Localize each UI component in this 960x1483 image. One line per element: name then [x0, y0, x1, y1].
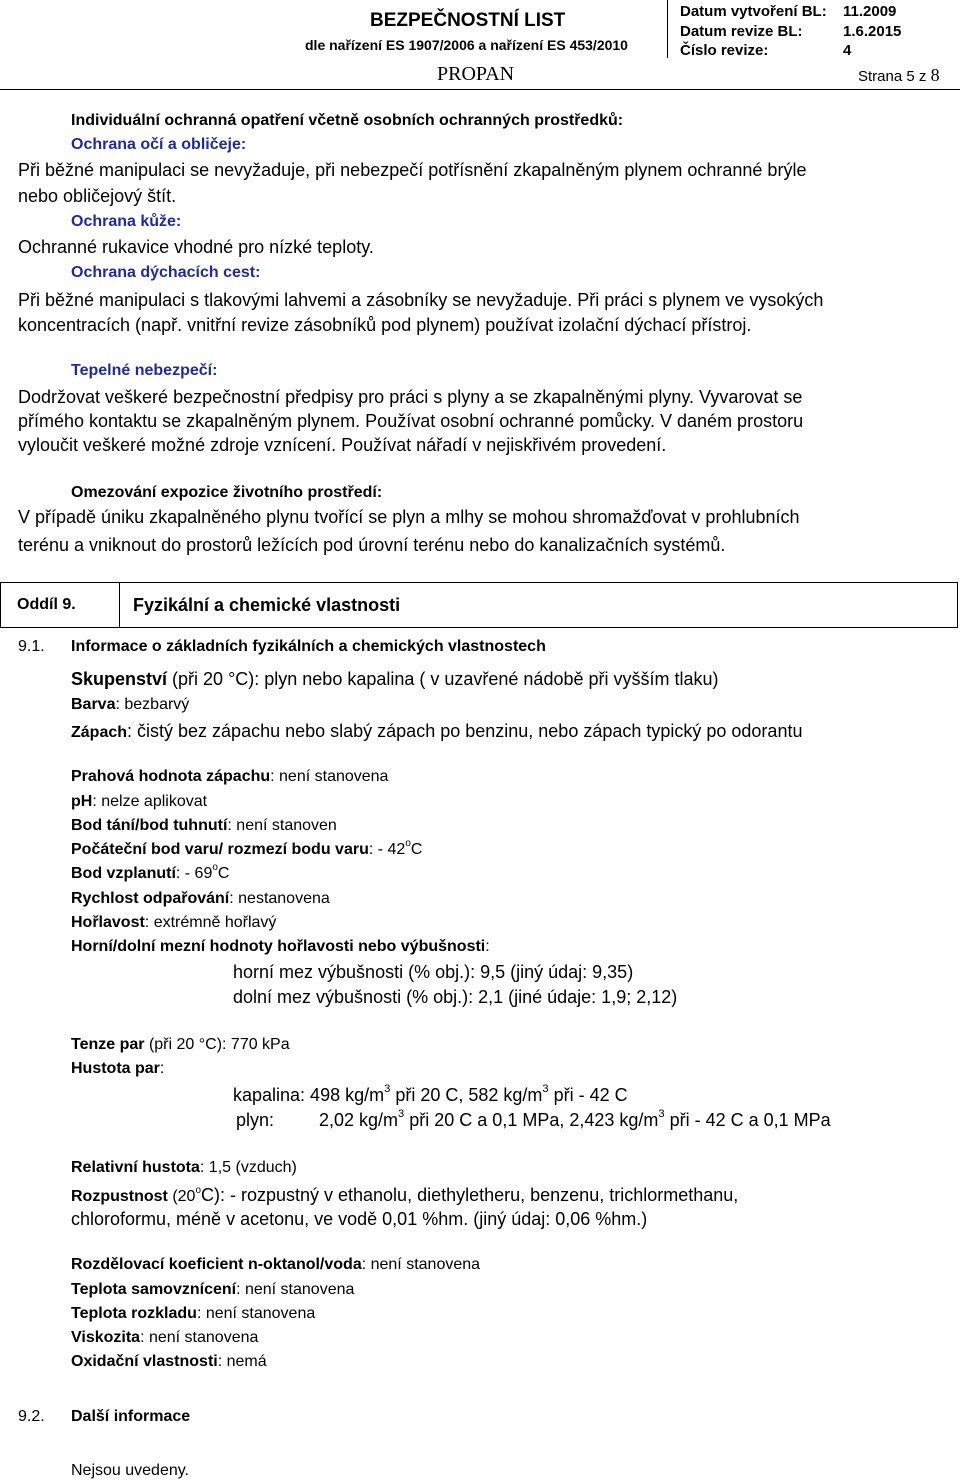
thermal-text-line2: přímého kontaktu se zkapalněným plynem. Používat osobní ochranné pomůcky. V daném prostoru: [18, 411, 804, 431]
solubility-line2: chloroformu, méně v acetonu, ve vodě 0,01 %hm. (jiný údaj: 0,06 %hm.): [71, 1209, 648, 1229]
created-value: 11.2009: [843, 3, 897, 20]
product-name: PROPAN: [437, 63, 515, 85]
thermal-text-line1: Dodržovat veškeré bezpečnostní předpisy pro práci s plyny a se zkapalněnými plyny. Vyvarovat se: [18, 387, 803, 407]
partition-coefficient-row: Rozdělovací koeficient n-oktanol/voda: není stanovena: [71, 1256, 481, 1273]
color-row: Barva: bezbarvý: [71, 696, 190, 713]
created-label: Datum vytvoření BL:: [680, 3, 827, 20]
skin-text: Ochranné rukavice vhodné pro nízké teploty.: [18, 237, 374, 257]
section-9-title: Fyzikální a chemické vlastnosti: [133, 595, 401, 615]
respiratory-heading: Ochrana dýchacích cest:: [71, 264, 261, 281]
environment-heading: Omezování expozice životního prostředí:: [71, 484, 383, 501]
revision-value: 4: [843, 42, 852, 59]
revision-label: Číslo revize:: [680, 42, 769, 59]
page-number: Strana 5 z 8: [858, 65, 940, 85]
header-divider: [667, 0, 668, 58]
section-box-divider: [119, 583, 120, 627]
evaporation-row: Rychlost odpařování: nestanovena: [71, 890, 330, 907]
revised-label: Datum revize BL:: [680, 23, 803, 40]
boiling-point-row: Počáteční bod varu/ rozmezí bodu varu: - 42$^o$C: [71, 838, 423, 858]
section-9-1-title: Informace o základních fyzikálních a chemických vlastnostech: [71, 638, 546, 655]
flash-point-row: Bod vzplanutí: - 69$^o$C: [71, 862, 230, 882]
eyes-text-line1: Při běžné manipulaci se nevyžaduje, při nebezpečí potřísnění zkapalněným plynem ochranné brýle: [18, 160, 807, 180]
viscosity-row: Viskozita: není stanovena: [71, 1329, 259, 1346]
thermal-text-line3: vyloučit veškeré možné zdroje vznícení. Používat nářadí v nejiskřivém provedení.: [18, 435, 667, 455]
section-9-1-number: 9.1.: [18, 638, 45, 655]
vapor-pressure-row: Tenze par (při 20 °C): 770 kPa: [71, 1036, 290, 1053]
section-9-label: Oddíl 9.: [17, 596, 76, 613]
section-9-2-text: Nejsou uvedeny.: [71, 1462, 189, 1479]
header-rule: [0, 89, 960, 90]
ph-row: pH: nelze aplikovat: [71, 793, 208, 810]
relative-density-row: Relativní hustota: 1,5 (vzduch): [71, 1159, 297, 1176]
eyes-text-line2: nebo obličejový štít.: [18, 186, 177, 206]
vapor-density-row: Hustota par:: [71, 1060, 165, 1077]
revised-value: 1.6.2015: [843, 23, 902, 40]
section-9-2-number: 9.2.: [18, 1408, 45, 1425]
document-title: BEZPEČNOSTNÍ LIST: [370, 10, 566, 31]
respiratory-text-line1: Při běžné manipulaci s tlakovými lahvemi a zásobníky se nevyžaduje. Při práci s plynem ve vysokých: [18, 290, 824, 310]
upper-explosive-limit: horní mez výbušnosti (% obj.): 9,5 (jiný údaj: 9,35): [233, 962, 634, 982]
autoignition-row: Teplota samovznícení: není stanovena: [71, 1281, 355, 1298]
state-value: (při 20 °C): plyn nebo kapalina ( v uzavřené nádobě při vyšším tlaku): [172, 669, 719, 689]
eyes-heading: Ochrana očí a obličeje:: [71, 136, 247, 153]
environment-text-line1: V případě úniku zkapalněného plynu tvořící se plyn a mlhy se mohou shromažďovat v prohlubních: [18, 507, 800, 527]
lower-explosive-limit: dolní mez výbušnosti (% obj.): 2,1 (jiné údaje: 1,9; 2,12): [233, 987, 678, 1007]
protection-heading: Individuální ochranná opatření včetně osobních ochranných prostředků:: [71, 112, 624, 129]
solubility-row: Rozpustnost (20$^o$C): - rozpustný v ethanolu, diethyletheru, benzenu, trichlormethanu,: [71, 1185, 739, 1205]
regulation-subtitle: dle nařízení ES 1907/2006 a nařízení ES 453/2010: [305, 37, 628, 53]
explosive-limits-row: Horní/dolní mezní hodnoty hořlavosti nebo výbušnosti:: [71, 938, 490, 955]
threshold-row: Prahová hodnota zápachu: není stanovena: [71, 768, 389, 785]
thermal-heading: Tepelné nebezpečí:: [71, 362, 218, 379]
respiratory-text-line2: koncentracích (např. vnitřní revize zásobníků pod plynem) používat izolační dýchací přístroj.: [18, 315, 752, 335]
oxidising-row: Oxidační vlastnosti: nemá: [71, 1353, 267, 1370]
decomposition-row: Teplota rozkladu: není stanovena: [71, 1305, 316, 1322]
state-row: [71, 669, 719, 690]
environment-text-line2: terénu a vniknout do prostorů ležících pod úrovní terénu nebo do kanalizačních systémů.: [18, 535, 726, 555]
gas-density-label: plyn:: [236, 1110, 275, 1130]
liquid-density: kapalina: 498 $kg/m^3$ při 20 C, 582 $kg/m^3$ při - 42 C: [233, 1083, 628, 1105]
flammability-row: Hořlavost: extrémně hořlavý: [71, 914, 277, 931]
melting-point-row: Bod tání/bod tuhnutí: není stanoven: [71, 817, 337, 834]
skin-heading: Ochrana kůže:: [71, 213, 182, 230]
section-9-header: [0, 582, 958, 628]
odor-row: Zápach: čistý bez zápachu nebo slabý zápach po benzinu, nebo zápach typický po odorantu: [71, 721, 803, 741]
section-9-2-title: Další informace: [71, 1408, 191, 1425]
state-label: Skupenství: [71, 669, 168, 689]
gas-density: 2,02 $kg/m^3$ při 20 C a 0,1 MPa, 2,423 $kg/m^3$ při - 42 C a 0,1 MPa: [319, 1108, 831, 1130]
